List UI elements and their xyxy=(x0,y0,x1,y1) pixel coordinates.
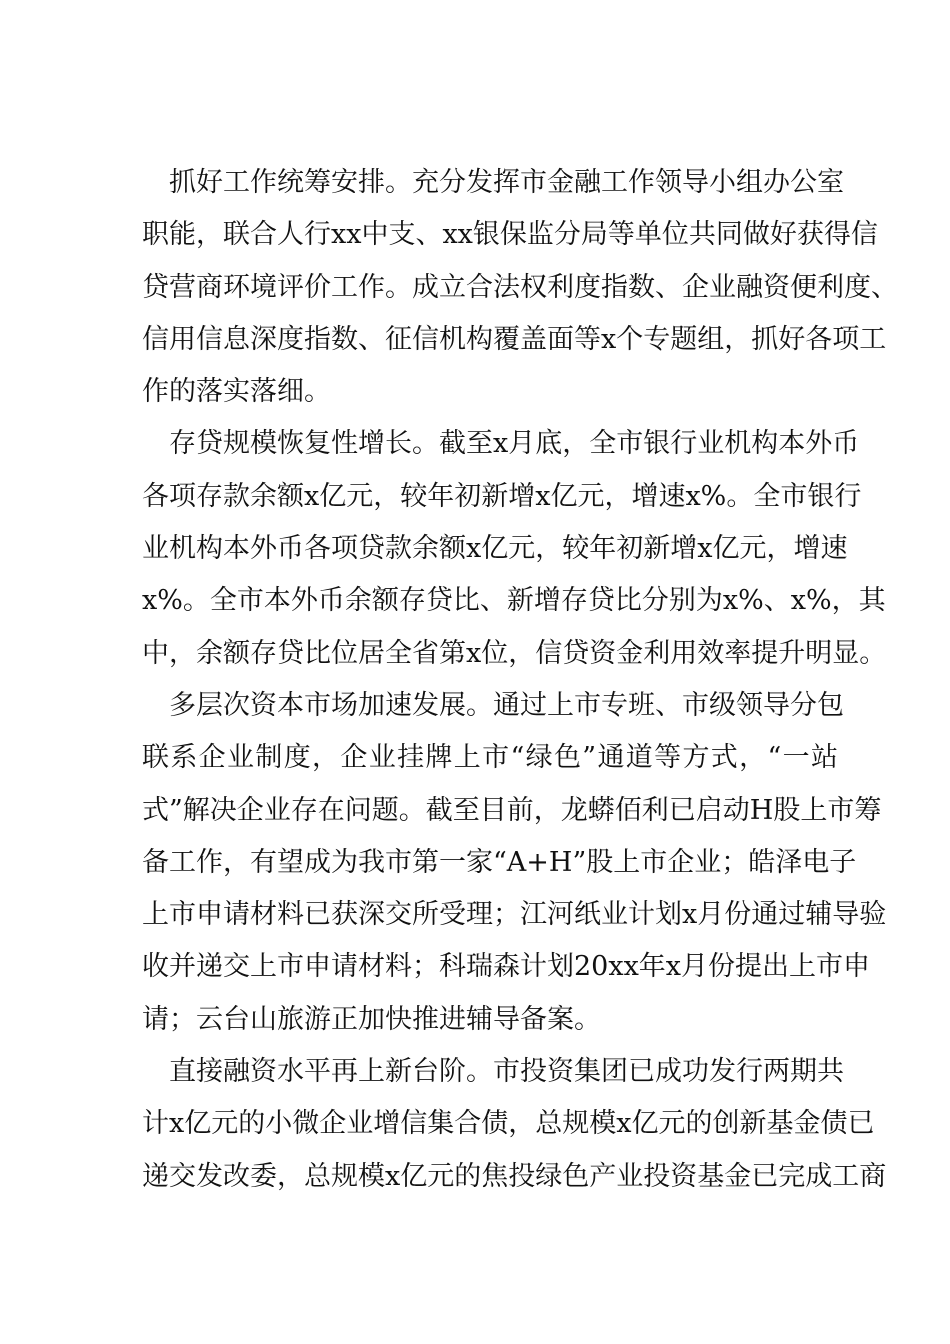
paragraph-line: 职能，联合人行xx中支、xx银保监分局等单位共同做好获得信 xyxy=(142,219,878,251)
paragraph-line: 中，余额存贷比位居全省第x位，信贷资金利用效率提升明显。 xyxy=(142,637,887,669)
paragraph-deposit-loan xyxy=(142,418,887,679)
paragraph-line: 各项存款余额x亿元，较年初新增x亿元，增速x%。全市银行 xyxy=(142,480,862,512)
paragraph-line: 计x亿元的小微企业增信集合债，总规模x亿元的创新基金债已 xyxy=(142,1108,875,1140)
paragraph-line: 递交发改委，总规模x亿元的焦投绿色产业投资基金已完成工商 xyxy=(142,1160,887,1192)
paragraph-line: 存贷规模恢复性增长。截至x月底，全市银行业机构本外币 xyxy=(169,428,860,460)
paragraph-line: 收并递交上市申请材料；科瑞森计划20xx年x月份提出上市申 xyxy=(142,951,871,983)
paragraph-line: 抓好工作统筹安排。充分发挥市金融工作领导小组办公室 xyxy=(169,167,844,198)
paragraph-line: 联系企业制度，企业挂牌上市“绿色”通道等方式，“一站 xyxy=(142,742,838,774)
paragraph-line: 请；云台山旅游正加快推进辅导备案。 xyxy=(142,1003,601,1035)
document-body xyxy=(142,157,898,1203)
paragraph-line: 作的落实落细。 xyxy=(142,376,331,408)
paragraph-direct-financing xyxy=(142,1046,887,1203)
paragraph-line: 业机构本外币各项贷款余额x亿元，较年初新增x亿元，增速 xyxy=(142,533,848,565)
paragraph-line: 直接融资水平再上新台阶。市投资集团已成功发行两期共 xyxy=(169,1056,844,1088)
paragraph-line: 多层次资本市场加速发展。通过上市专班、市级领导分包 xyxy=(169,689,844,721)
paragraph-coordination xyxy=(142,157,898,418)
paragraph-line: 上市申请材料已获深交所受理；江河纸业计划x月份通过辅导验 xyxy=(142,899,887,931)
paragraph-capital-market xyxy=(142,680,887,1046)
paragraph-line: x%。全市本外币余额存贷比、新增存贷比分别为x%、x%，其 xyxy=(142,585,886,617)
paragraph-line: 备工作，有望成为我市第一家“A+H”股上市企业；皓泽电子 xyxy=(142,846,857,878)
paragraph-line: 式”解决企业存在问题。截至目前，龙蟒佰利已启动H股上市筹 xyxy=(142,794,882,826)
paragraph-line: 贷营商环境评价工作。成立合法权利度指数、企业融资便利度、 xyxy=(142,271,898,303)
paragraph-line: 信用信息深度指数、征信机构覆盖面等x个专题组，抓好各项工 xyxy=(142,323,887,355)
